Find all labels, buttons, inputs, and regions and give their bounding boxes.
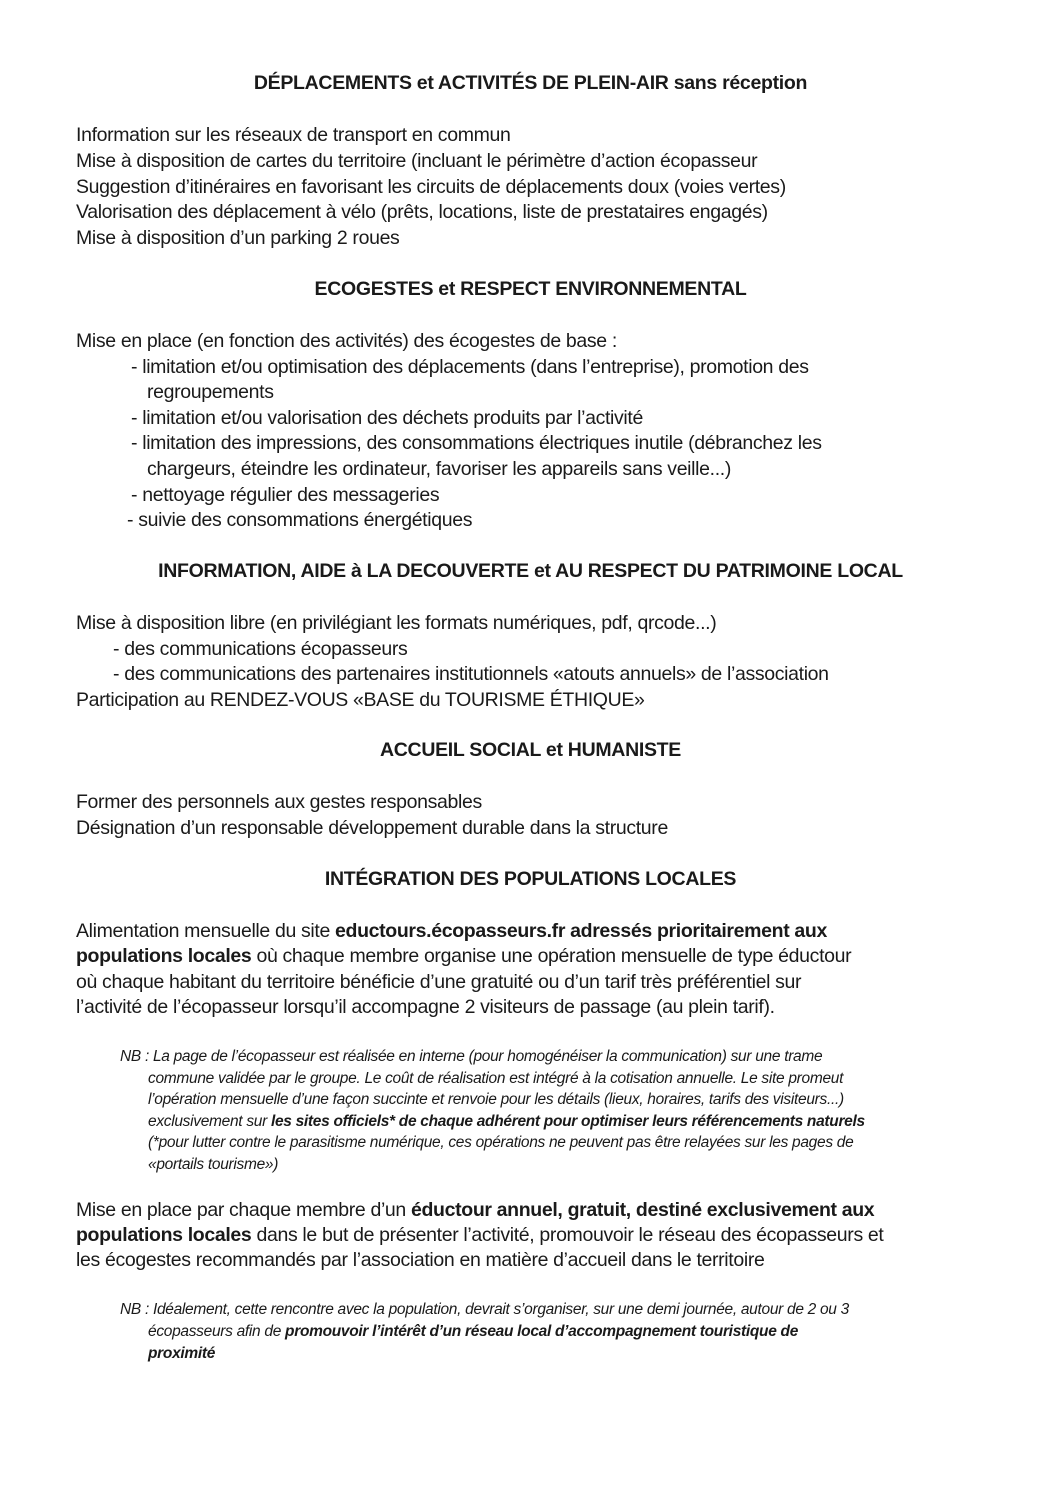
text: écopasseurs afin de: [148, 1323, 286, 1340]
paragraph-line: où chaque habitant du territoire bénéficie d’une gratuité ou d’un tarif très préférentiel sur: [76, 971, 802, 993]
section-heading-deplacements: DÉPLACEMENTS et ACTIVITÉS DE PLEIN-AIR sans réception: [253, 72, 808, 94]
paragraph-line: [76, 918, 827, 944]
note-line: (*pour lutter contre le parasitisme numérique, ces opérations ne peuvent pas être relayées sur les pages de: [148, 1134, 854, 1151]
paragraph-line: [76, 943, 851, 969]
text-line: Participation au RENDEZ-VOUS «BASE du TOURISME ÉTHIQUE»: [76, 689, 645, 711]
bullet-line: - des communications des partenaires institutionnels «atouts annuels» de l’association: [113, 663, 829, 685]
note-line: [148, 1343, 215, 1364]
bullet-line: - nettoyage régulier des messageries: [131, 484, 440, 506]
text: Mise en place par chaque membre d’un: [76, 1199, 411, 1221]
paragraph-line: [76, 1197, 874, 1223]
note-line: [148, 1321, 798, 1342]
bullet-continuation: regroupements: [147, 381, 274, 403]
text-line: Mise à disposition libre (en privilégiant les formats numériques, pdf, qrcode...): [76, 612, 717, 634]
text-line: Valorisation des déplacement à vélo (prêts, locations, liste de prestataires engagés): [76, 201, 768, 223]
text: exclusivement sur: [148, 1113, 271, 1130]
paragraph-line: [76, 1222, 883, 1248]
bullet-line: - des communications écopasseurs: [113, 638, 408, 660]
note-line: [148, 1111, 865, 1132]
note-line: «portails tourisme»): [148, 1156, 279, 1173]
bold-text: populations locales: [76, 1224, 252, 1246]
text-line: Suggestion d’itinéraires en favorisant les circuits de déplacements doux (voies vertes): [76, 176, 786, 198]
note-line: NB : La page de l’écopasseur est réalisée en interne (pour homogénéiser la communication) sur une trame: [120, 1048, 823, 1065]
text: Alimentation mensuelle du site: [76, 920, 336, 942]
text-line: Former des personnels aux gestes responsables: [76, 791, 482, 813]
note-line: NB : Idéalement, cette rencontre avec la population, devrait s’organiser, sur une demi journée, autour de 2 ou 3: [120, 1301, 849, 1318]
text-line: Mise à disposition de cartes du territoire (incluant le périmètre d’action écopasseur: [76, 150, 758, 172]
note-line: commune validée par le groupe. Le coût de réalisation est intégré à la cotisation annuelle. Le site promeut: [148, 1070, 844, 1087]
bold-text: populations locales: [76, 945, 252, 967]
text-line: Mise en place (en fonction des activités) des écogestes de base :: [76, 330, 617, 352]
bullet-line: - limitation et/ou optimisation des déplacements (dans l’entreprise), promotion des: [131, 356, 809, 378]
bold-text: les sites officiels* de chaque adhérent pour optimiser leurs référencements naturels: [270, 1113, 865, 1130]
bold-text: eductours.écopasseurs.fr adressés prioritairement aux: [335, 920, 827, 942]
text-line: Mise à disposition d’un parking 2 roues: [76, 227, 400, 249]
note-line: l’opération mensuelle d’une façon succinte et renvoie pour les détails (lieux, horaires, tarifs des visiteurs...): [148, 1091, 844, 1108]
section-heading-accueil: ACCUEIL SOCIAL et HUMANISTE: [379, 739, 682, 761]
bullet-line: - suivie des consommations énergétiques: [127, 509, 473, 531]
paragraph-line: les écogestes recommandés par l’association en matière d’accueil dans le territoire: [76, 1249, 765, 1271]
bold-text: promouvoir l’intérêt d’un réseau local d’accompagnement touristique de: [285, 1323, 799, 1340]
text: où chaque membre organise une opération mensuelle de type éductour: [251, 945, 852, 967]
bold-text: éductour annuel, gratuit, destiné exclusivement aux: [411, 1199, 875, 1221]
paragraph-line: l’activité de l’écopasseur lorsqu’il accompagne 2 visiteurs de passage (au plein tarif).: [76, 996, 775, 1018]
bold-text: proximité: [148, 1345, 216, 1362]
text-line: Désignation d’un responsable développement durable dans la structure: [76, 817, 668, 839]
bullet-line: - limitation des impressions, des consommations électriques inutile (débranchez les: [131, 432, 822, 454]
bullet-continuation: chargeurs, éteindre les ordinateur, favoriser les appareils sans veille...): [147, 458, 731, 480]
text-line: Information sur les réseaux de transport en commun: [76, 124, 511, 146]
section-heading-ecogestes: ECOGESTES et RESPECT ENVIRONNEMENTAL: [314, 278, 747, 300]
section-heading-integration: INTÉGRATION DES POPULATIONS LOCALES: [324, 868, 737, 890]
bullet-line: - limitation et/ou valorisation des déchets produits par l’activité: [131, 407, 643, 429]
section-heading-information: INFORMATION, AIDE à LA DECOUVERTE et AU RESPECT DU PATRIMOINE LOCAL: [158, 560, 903, 582]
text: dans le but de présenter l’activité, promouvoir le réseau des écopasseurs et: [251, 1224, 884, 1246]
